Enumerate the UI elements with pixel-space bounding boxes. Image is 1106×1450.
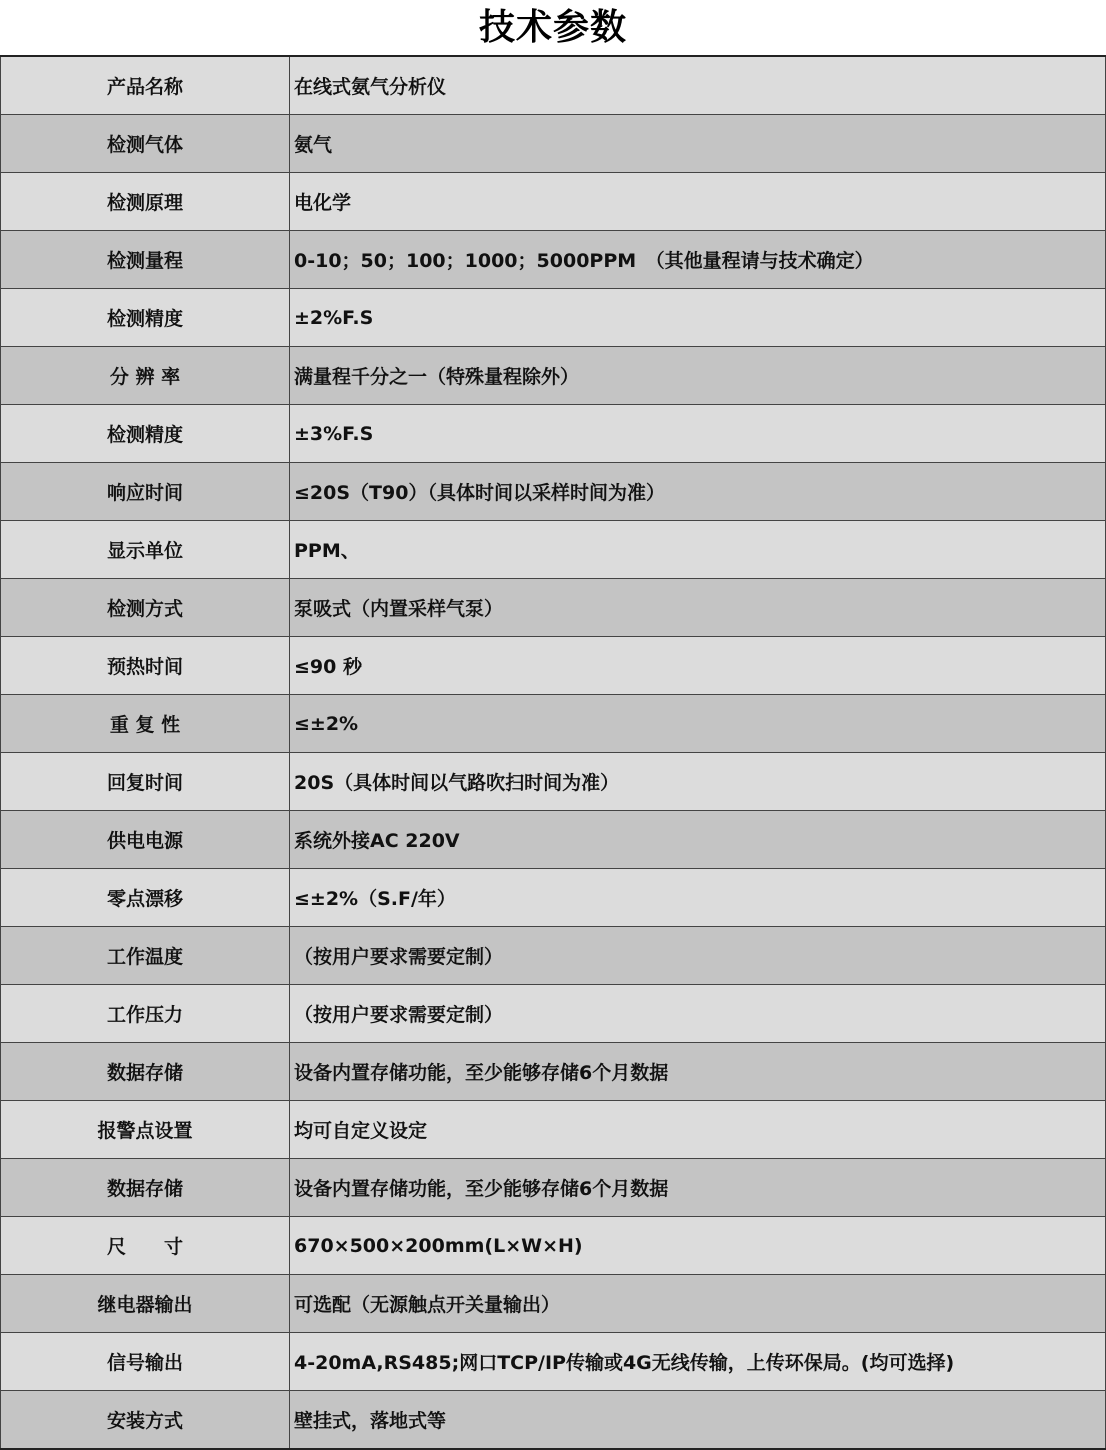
- table-row: [1, 1333, 1106, 1391]
- table-row: [1, 405, 1106, 463]
- param-label: 检测精度: [1, 289, 290, 347]
- param-label: 数据存储: [1, 1043, 290, 1101]
- table-row: [1, 695, 1106, 753]
- param-value: （按用户要求需要定制）: [290, 985, 1106, 1043]
- table-row: [1, 347, 1106, 405]
- table-row: [1, 985, 1106, 1043]
- table-row: [1, 1159, 1106, 1217]
- table-row: [1, 1217, 1106, 1275]
- param-label: 重 复 性: [1, 695, 290, 753]
- param-label: 产品名称: [1, 56, 290, 115]
- table-row: [1, 927, 1106, 985]
- param-value: 设备内置存储功能，至少能够存储6个月数据: [290, 1043, 1106, 1101]
- table-row: [1, 1391, 1106, 1450]
- table-row: [1, 115, 1106, 173]
- param-value: 0-10；50；100；1000；5000PPM （其他量程请与技术确定）: [290, 231, 1106, 289]
- param-label: 回复时间: [1, 753, 290, 811]
- table-row: [1, 811, 1106, 869]
- param-label: 工作温度: [1, 927, 290, 985]
- table-row: [1, 579, 1106, 637]
- param-label: 检测量程: [1, 231, 290, 289]
- param-value: 可选配（无源触点开关量输出）: [290, 1275, 1106, 1333]
- param-label: 检测方式: [1, 579, 290, 637]
- param-label: 工作压力: [1, 985, 290, 1043]
- param-label: 继电器输出: [1, 1275, 290, 1333]
- table-row: [1, 869, 1106, 927]
- param-label: 分 辨 率: [1, 347, 290, 405]
- param-value: 系统外接AC 220V: [290, 811, 1106, 869]
- param-label: 报警点设置: [1, 1101, 290, 1159]
- param-value: 670×500×200mm(L×W×H): [290, 1217, 1106, 1275]
- param-label: 检测原理: [1, 173, 290, 231]
- param-label: 检测精度: [1, 405, 290, 463]
- param-value: （按用户要求需要定制）: [290, 927, 1106, 985]
- param-value: 氨气: [290, 115, 1106, 173]
- param-label: 尺 寸: [1, 1217, 290, 1275]
- param-value: 20S（具体时间以气路吹扫时间为准）: [290, 753, 1106, 811]
- param-value: 电化学: [290, 173, 1106, 231]
- param-value: 在线式氨气分析仪: [290, 56, 1106, 115]
- table-row: [1, 1275, 1106, 1333]
- table-row: [1, 289, 1106, 347]
- table-row: [1, 1101, 1106, 1159]
- table-row: [1, 1043, 1106, 1101]
- param-label: 检测气体: [1, 115, 290, 173]
- param-label: 零点漂移: [1, 869, 290, 927]
- param-value: ≤90 秒: [290, 637, 1106, 695]
- param-value: ±3%F.S: [290, 405, 1106, 463]
- param-value: ≤±2%: [290, 695, 1106, 753]
- param-label: 响应时间: [1, 463, 290, 521]
- spec-table: [0, 55, 1106, 1450]
- param-label: 供电电源: [1, 811, 290, 869]
- table-row: [1, 463, 1106, 521]
- param-value: 均可自定义设定: [290, 1101, 1106, 1159]
- param-label: 预热时间: [1, 637, 290, 695]
- param-value: ±2%F.S: [290, 289, 1106, 347]
- param-value: 4-20mA,RS485;网口TCP/IP传输或4G无线传输，上传环保局。(均可选择): [290, 1333, 1106, 1391]
- param-value: PPM、: [290, 521, 1106, 579]
- param-value: 设备内置存储功能，至少能够存储6个月数据: [290, 1159, 1106, 1217]
- param-label: 安装方式: [1, 1391, 290, 1450]
- table-row: [1, 173, 1106, 231]
- page-title: 技术参数: [478, 7, 627, 48]
- param-value: ≤20S（T90）（具体时间以采样时间为准）: [290, 463, 1106, 521]
- param-value: 泵吸式（内置采样气泵）: [290, 579, 1106, 637]
- param-value: 满量程千分之一（特殊量程除外）: [290, 347, 1106, 405]
- param-label: 数据存储: [1, 1159, 290, 1217]
- table-row: [1, 521, 1106, 579]
- table-row: [1, 753, 1106, 811]
- param-value: 壁挂式，落地式等: [290, 1391, 1106, 1450]
- param-label: 信号输出: [1, 1333, 290, 1391]
- table-row: [1, 56, 1106, 115]
- table-row: [1, 637, 1106, 695]
- param-label: 显示单位: [1, 521, 290, 579]
- table-row: [1, 231, 1106, 289]
- param-value: ≤±2%（S.F/年）: [290, 869, 1106, 927]
